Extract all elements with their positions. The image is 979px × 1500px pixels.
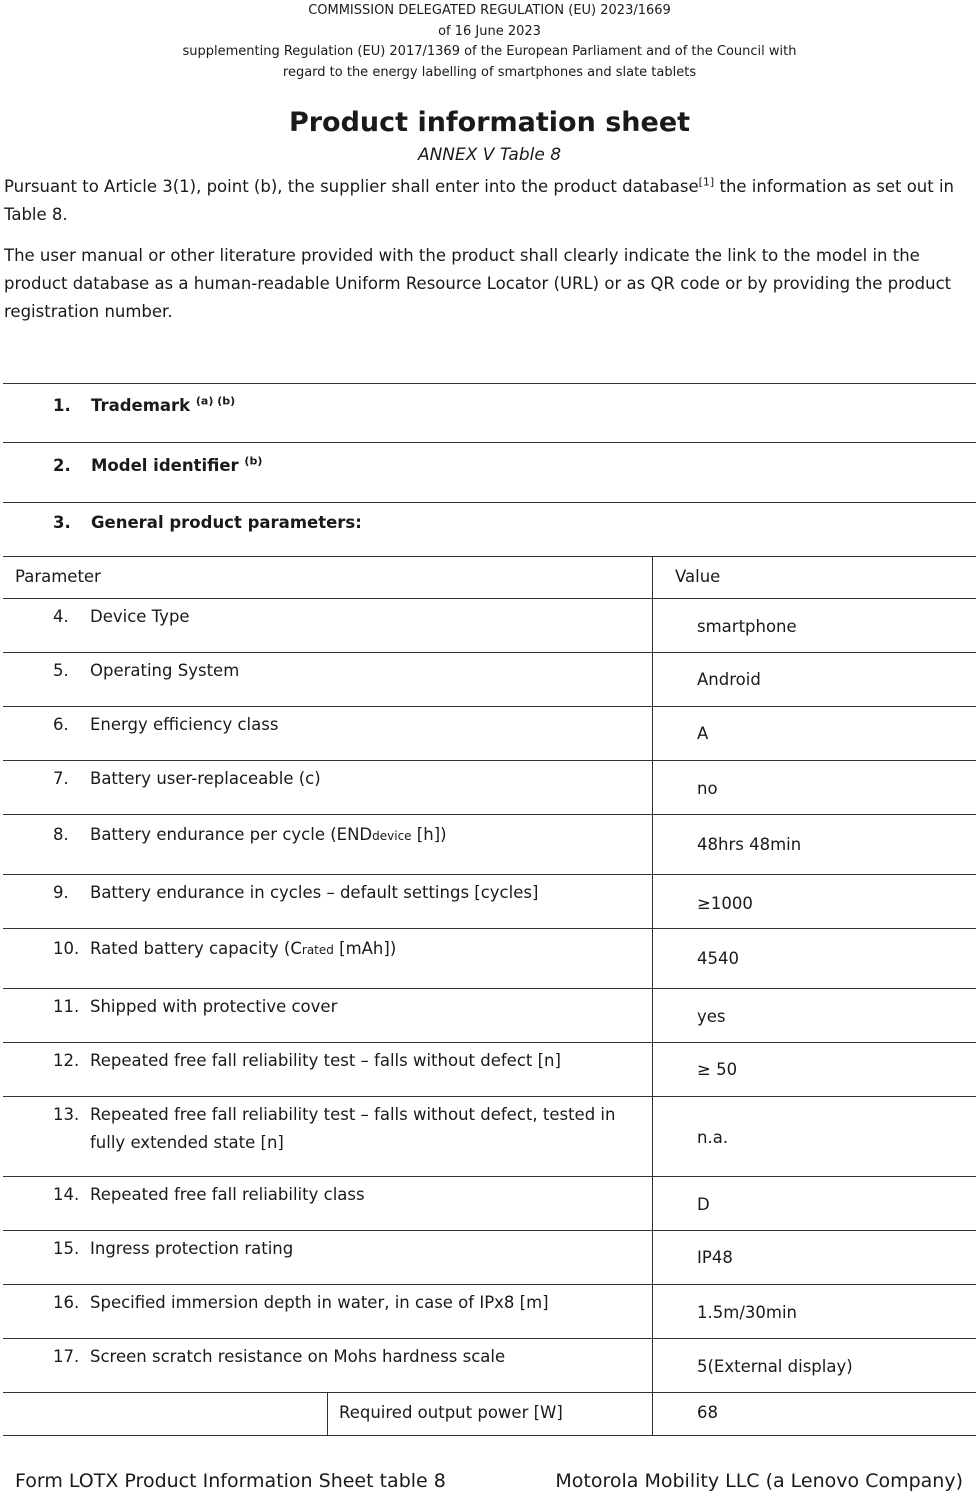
free-fall-test-value: ≥ 50	[697, 1060, 738, 1079]
ingress-protection-value: IP48	[697, 1248, 733, 1267]
parameter-header: Parameter	[15, 567, 101, 586]
footer-company: Motorola Mobility LLC (a Lenovo Company)	[555, 1470, 963, 1492]
immersion-depth-value: 1.5m/30min	[697, 1303, 797, 1322]
page-title: Product information sheet	[288, 107, 691, 138]
output-power-value: 68	[697, 1403, 718, 1422]
section-trademark: 1. Trademark $^{(a) (b)}$	[3, 383, 976, 443]
cell-divider	[327, 1393, 328, 1435]
intro-paragraph-2: The user manual or other literature provided with the product shall clearly indicate the link to the model in the product database as a human-readable Uniform Resource Locator (URL) or as QR code or by providing the product registration number.	[4, 246, 952, 321]
table-row: 16. Specified immersion depth in water, in case of IPx8 [m] 1.5m/30min	[3, 1284, 976, 1339]
table-header-row	[3, 556, 976, 599]
regulation-date: of 16 June 2023	[438, 23, 541, 39]
column-divider	[652, 556, 653, 1392]
intro-text	[0, 173, 979, 326]
table-row: 17. Screen scratch resistance on Mohs hardness scale 5(External display)	[3, 1338, 976, 1393]
value-header: Value	[675, 567, 721, 586]
footer-form-name: Form LOTX Product Information Sheet table 8	[15, 1470, 446, 1492]
table-row: 11. Shipped with protective cover yes	[3, 988, 976, 1043]
regulation-desc-line1: supplementing Regulation (EU) 2017/1369 of the European Parliament and of the Council with	[182, 44, 797, 59]
table-row: 8. Battery endurance per cycle (ENDdevice [h]) 48hrs 48min	[3, 814, 976, 875]
table-row: 9. Battery endurance in cycles – default settings [cycles] ≥1000	[3, 874, 976, 929]
page-subtitle: ANNEX V Table 8	[417, 145, 562, 165]
table-row: 12. Repeated free fall reliability test – falls without defect [n] ≥ 50	[3, 1042, 976, 1097]
section-model-identifier: 2. Model identifier $^{(b)}$	[3, 442, 976, 503]
trademark-label: Trademark	[91, 396, 191, 415]
protective-cover-value: yes	[697, 1007, 726, 1026]
regulation-title: COMMISSION DELEGATED REGULATION (EU) 2023/1669	[308, 3, 671, 18]
table-row-output-power	[3, 1392, 976, 1436]
footnote-ref: [1]	[698, 175, 715, 189]
table-row: 5. Operating System Android	[3, 652, 976, 707]
general-parameters-label: General product parameters:	[91, 513, 362, 532]
output-power-label: Required output power [W]	[339, 1403, 563, 1422]
battery-endurance-cycle-value: 48hrs 48min	[697, 835, 802, 854]
section-general-parameters: 3. General product parameters:	[3, 502, 976, 557]
table-row: 10. Rated battery capacity (Crated [mAh]) 4540	[3, 928, 976, 989]
table-row: 13. Repeated free fall reliability test – falls without defect, tested in fully extended state [n] n.a.	[3, 1096, 976, 1177]
regulation-desc-line2: regard to the energy labelling of smartphones and slate tablets	[282, 64, 697, 80]
battery-capacity-value: 4540	[697, 949, 739, 968]
battery-cycles-value: ≥1000	[697, 894, 753, 913]
battery-replaceable-value: no	[697, 779, 718, 798]
table-row: 4. Device Type smartphone	[3, 598, 976, 653]
energy-class-value: A	[697, 724, 709, 743]
parameter-table	[3, 556, 976, 1434]
table-row: 6. Energy efficiency class A	[3, 706, 976, 761]
regulation-header	[0, 0, 979, 83]
cell-divider	[652, 1393, 653, 1435]
free-fall-extended-value: n.a.	[697, 1128, 729, 1147]
free-fall-class-value: D	[697, 1195, 710, 1214]
table-row: 7. Battery user-replaceable (c) no	[3, 760, 976, 815]
table-row: 14. Repeated free fall reliability class D	[3, 1176, 976, 1231]
scratch-resistance-value: 5(External display)	[697, 1357, 853, 1376]
device-type-value: smartphone	[697, 617, 797, 636]
model-identifier-label: Model identifier	[91, 456, 239, 475]
operating-system-value: Android	[697, 670, 761, 689]
intro-paragraph-1: Pursuant to Article 3(1), point (b), the supplier shall enter into the product database[1] the information as set out in Table 8.	[4, 175, 954, 224]
table-row: 15. Ingress protection rating IP48	[3, 1230, 976, 1285]
